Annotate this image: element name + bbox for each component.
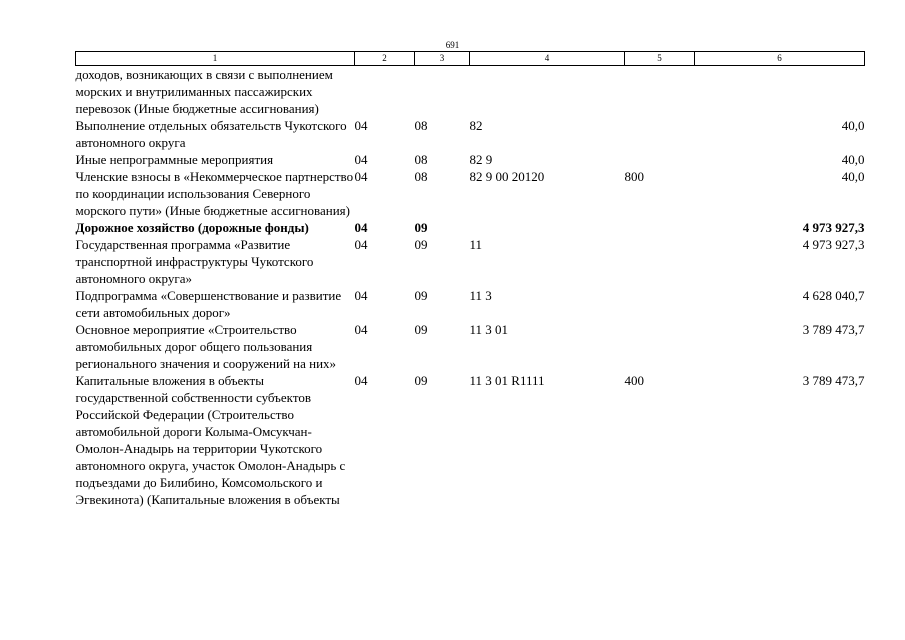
row-subsection: 09 [414, 288, 428, 303]
row-expense-type [625, 117, 695, 151]
header-col-3: 3 [415, 52, 470, 66]
row-target-article [470, 219, 625, 236]
row-amount: 4 628 040,7 [802, 288, 865, 303]
row-name: Основное мероприятие «Строительство автомобильных дорог общего пользования регионального значения и сооружений на них» [75, 322, 337, 371]
table-row [76, 287, 865, 321]
table-body [76, 66, 865, 509]
row-subsection: 08 [414, 118, 428, 133]
row-expense-type [625, 151, 695, 168]
table-row [76, 372, 865, 508]
table-row [76, 168, 865, 219]
row-subsection: 08 [414, 152, 428, 167]
row-expense-type [625, 236, 695, 287]
table-row [76, 151, 865, 168]
row-amount: 3 789 473,7 [802, 322, 865, 337]
row-name: доходов, возникающих в связи с выполнением морских и внутрилиманных пассажирских перевозок (Иные бюджетные ассигнования) [75, 67, 333, 116]
table-row [76, 236, 865, 287]
row-section: 04 [354, 322, 368, 337]
row-amount: 4 973 927,3 [802, 220, 865, 235]
header-row [76, 52, 865, 66]
row-name: Подпрограмма «Совершенствование и развитие сети автомобильных дорог» [75, 288, 342, 320]
row-section: 04 [354, 169, 368, 184]
row-subsection: 08 [414, 169, 428, 184]
table-row [76, 117, 865, 151]
row-name: Иные непрограммные мероприятия [75, 152, 274, 167]
header-col-1: 1 [76, 52, 355, 66]
row-name: Дорожное хозяйство (дорожные фонды) [75, 220, 309, 235]
row-section: 04 [354, 237, 368, 252]
row-expense-type: 400 [624, 373, 644, 388]
budget-table [75, 51, 865, 508]
row-section: 04 [354, 373, 368, 388]
row-amount: 40,0 [841, 118, 865, 133]
row-subsection [415, 66, 470, 118]
header-col-5: 5 [625, 52, 695, 66]
row-target-article: 11 3 01 R1111 [469, 373, 545, 388]
row-target-article: 82 9 [469, 152, 493, 167]
row-name: Государственная программа «Развитие транспортной инфраструктуры Чукотского автономного округа» [75, 237, 314, 286]
row-amount: 40,0 [841, 152, 865, 167]
row-expense-type [625, 321, 695, 372]
row-amount: 4 973 927,3 [802, 237, 865, 252]
row-target-article: 82 9 00 20120 [469, 169, 545, 184]
row-expense-type [625, 66, 695, 118]
row-amount: 40,0 [841, 169, 865, 184]
row-target-article [470, 66, 625, 118]
table-row [76, 219, 865, 236]
row-expense-type [625, 219, 695, 236]
row-section: 04 [354, 118, 368, 133]
page-number: 691 [445, 40, 460, 50]
header-col-4: 4 [470, 52, 625, 66]
row-name: Выполнение отдельных обязательств Чукотского автономного округа [75, 118, 347, 150]
table-row [76, 66, 865, 118]
row-target-article: 11 3 01 [469, 322, 509, 337]
row-amount [695, 66, 865, 118]
row-amount: 3 789 473,7 [802, 373, 865, 388]
row-target-article: 11 [469, 237, 483, 252]
row-name: Капитальные вложения в объекты государственной собственности субъектов Российской Федерации (Строительство автомобильной дороги Колыма-Омсукчан-Омолон-Анадырь на территории Чукотского автономного округа, участок Омолон-Анадырь с подъездами до Билибино, Комсомольского и Эгвекинота) (Капитальные вложения в объекты [75, 373, 346, 507]
row-subsection: 09 [414, 220, 428, 235]
row-section: 04 [354, 152, 368, 167]
row-section: 04 [354, 220, 368, 235]
header-col-2: 2 [355, 52, 415, 66]
row-expense-type: 800 [624, 169, 644, 184]
header-col-6: 6 [695, 52, 865, 66]
table-row [76, 321, 865, 372]
row-subsection: 09 [414, 237, 428, 252]
row-target-article: 82 [469, 118, 483, 133]
row-target-article: 11 3 [469, 288, 492, 303]
row-subsection: 09 [414, 373, 428, 388]
row-expense-type [625, 287, 695, 321]
row-section [355, 66, 415, 118]
row-subsection: 09 [414, 322, 428, 337]
row-section: 04 [354, 288, 368, 303]
row-name: Членские взносы в «Некоммерческое партнерство по координации использования Северного морского пути» (Иные бюджетные ассигнования) [75, 169, 354, 218]
